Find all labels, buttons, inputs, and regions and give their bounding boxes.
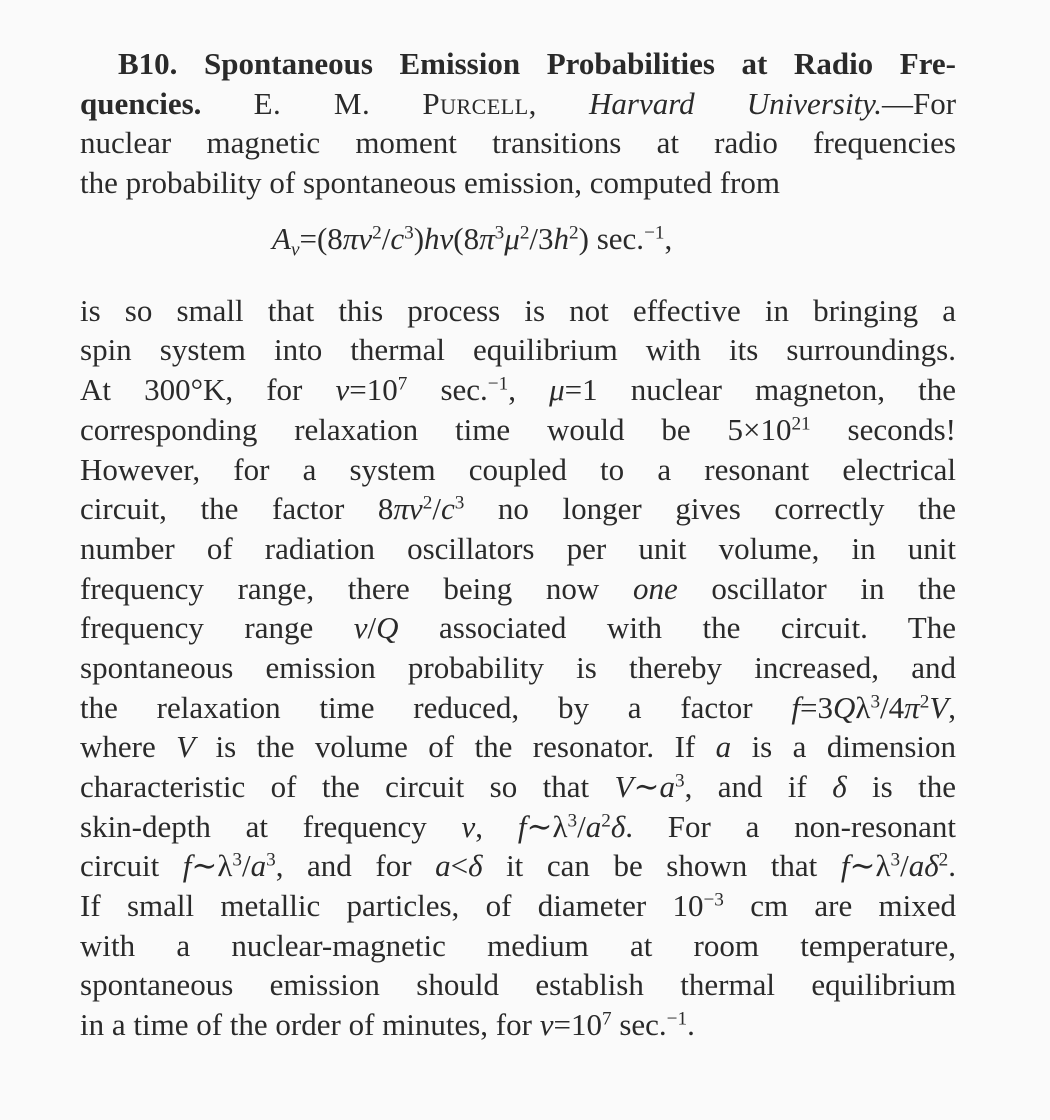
body-line-5: At 300°K, for $\nu=10^7$ sec.$^{-1}$, μ=1 nuclear magneton, the [80,372,956,408]
body-line-18: If small metallic particles, of diameter $10^{-3}$ cm are mixed [80,888,957,924]
body-line-12: spontaneous emission probability is thereby increased, and [80,649,956,685]
body-text: sec. [611,1007,667,1043]
body-text: number of radiation oscillators per unit volume, in unit [80,530,956,566]
body-text: If small metallic particles, of diameter 10 [80,888,704,924]
abstract-label: B10. [118,46,178,81]
body-text: is so small that this process is not effective in bringing a [80,292,956,328]
body-line-15: characteristic of the circuit so that $V\sim a^3$, and if δ is the [80,769,956,804]
body-line-21: in a time of the order of minutes, for $\nu=10^7$ sec.$^{-1}$. [80,1007,695,1043]
body-line-13: the relaxation time reduced, by a factor $f=3Q\lambda^3/4\pi^2V$, [80,689,956,725]
author-initials: E. M. [253,85,371,121]
body-text: =10 [553,1007,602,1043]
body-line-20 [80,965,956,1005]
abstract-title-part-1: Spontaneous Emission Probabilities at Radio Fre- [204,46,956,81]
body-line-11: frequency range ν/Q associated with the circuit. The [80,610,956,646]
body-line-9 [80,529,956,569]
body-line-3 [80,291,956,331]
affiliation: Harvard University. [589,85,882,121]
title-line-2 [80,84,956,124]
body-text: spin system into thermal equilibrium with its surroundings. [80,332,956,368]
body-line-1 [80,123,956,163]
body-line-7 [80,450,956,490]
body-text: . [687,1007,695,1043]
body-line-2 [80,163,956,203]
body-line-6: corresponding relaxation time would be $5\times 10^{21}$ seconds! [80,411,956,447]
body-line-17: circuit $f\sim\lambda^3/a^3$, and for a<δ it can be shown that $f\sim\lambda^3/a\delta^2$. [80,848,956,884]
body-text: nuclear magnetic moment transitions at radio frequencies [80,125,956,161]
body-line-8: circuit, the factor $8\pi\nu^2/c^3$ no longer gives correctly the [80,491,956,527]
body-text: the relaxation time reduced, by a factor [80,689,792,725]
body-line-4 [80,330,956,370]
body-text: cm are mixed [723,888,957,924]
body-line-14: where V is the volume of the resonator. If a is a dimension [80,729,956,765]
body-text: However, for a system coupled to a resonant electrical [80,451,956,487]
body-text: spontaneous emission should establish thermal equilibrium [80,967,956,1003]
abstract-title-part-2: quencies. [80,85,202,121]
emission-equation: $A_\nu=(8\pi\nu^2/c^3)h\nu(8\pi^3\mu^2/3h^2)$ sec.$^{-1}$, [272,220,673,261]
title-line-1 [80,44,956,84]
body-line-19 [80,926,956,966]
abstract-paragraph [80,44,956,1045]
author-name: Purcell, [422,85,537,121]
body-text: circuit [80,848,183,884]
body-line-16: skin-depth at frequency ν, $f\sim\lambda^3/a^2\delta$. For a non-resonant [80,808,957,844]
body-line-10: frequency range, there being now one oscillator in the [80,570,956,606]
for-text: —For [881,85,957,121]
body-text: the probability of spontaneous emission, computed from [80,165,780,201]
body-text: with a nuclear-magnetic medium at room temperature, [80,927,956,963]
body-text: in a time of the order of minutes, for [80,1007,540,1043]
